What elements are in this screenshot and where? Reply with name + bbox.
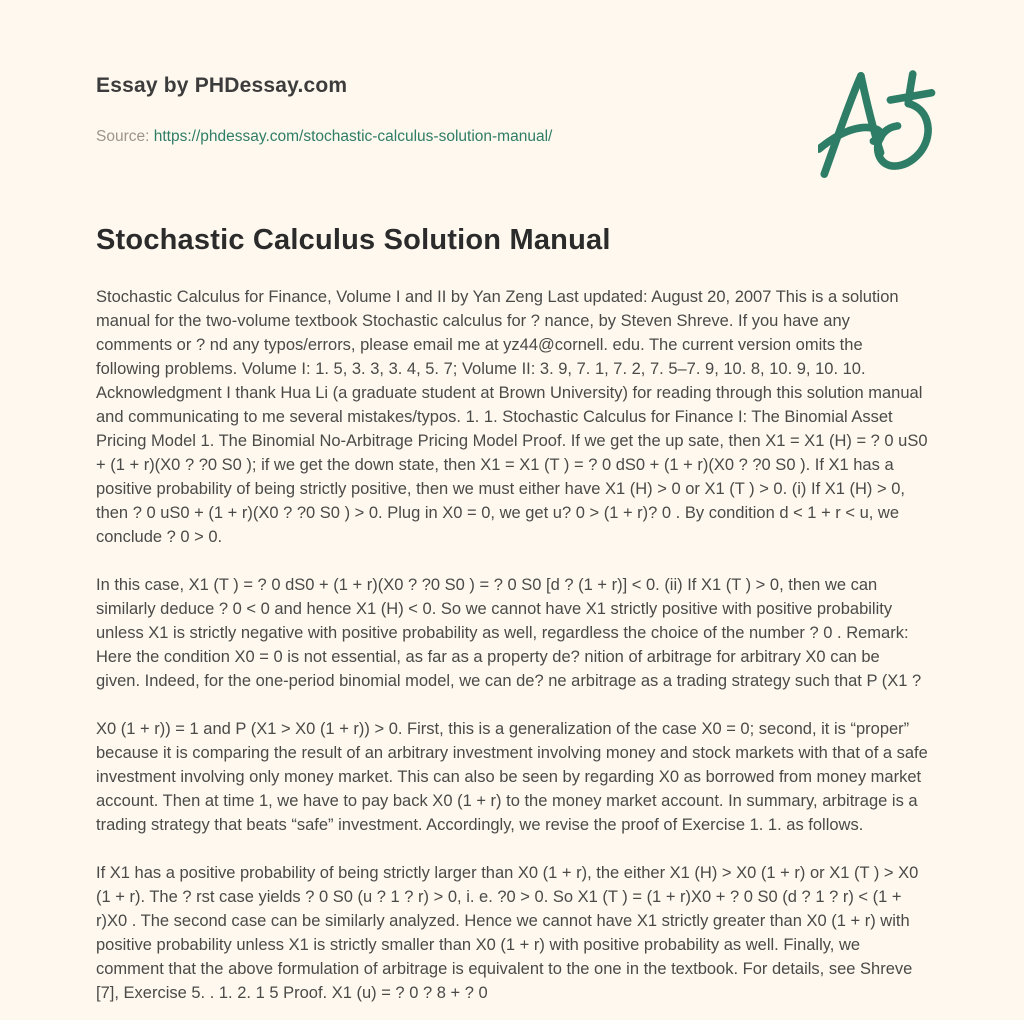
phdessay-a-plus-logo-icon <box>818 70 936 180</box>
source-label: Source: <box>96 128 150 145</box>
essay-paragraph-2: In this case, X1 (T ) = ? 0 dS0 + (1 + r)(X0 ? ?0 S0 ) = ? 0 S0 [d ? (1 + r)] < 0. (ii) If X1 (T ) > 0, then we can similarly deduce ? 0 < 0 and hence X1 (H) < 0. So we cannot have X1 strictly positive with positive probability unless X1 is strictly negative with positive probability as well, regardless the choice of the number ? 0 . Remark: Here the condition X0 = 0 is not essential, as far as a property de? nition of arbitrage for arbitrary X0 can be given. Indeed, for the one-period binomial model, we can de? ne arbitrage as a trading strategy such that P (X1 ? <box>96 576 922 690</box>
source-line <box>96 98 928 146</box>
essay-paragraph-3: X0 (1 + r)) = 1 and P (X1 > X0 (1 + r)) > 0. First, this is a generalization of the case X0 = 0; second, it is “proper” because it is comparing the result of an arbitrary investment involving money and stock markets with that of a safe investment involving only money market. This can also be seen by regarding X0 as borrowed from money market account. Then at time 1, we have to pay back X0 (1 + r) to the money market account. In summary, arbitrage is a trading strategy that beats “safe” investment. Accordingly, we revise the proof of Exercise 1. 1. as follows. <box>96 720 928 834</box>
essay-title: Stochastic Calculus Solution Manual <box>96 224 611 256</box>
source-link[interactable]: https://phdessay.com/stochastic-calculus-solution-manual/ <box>153 128 553 145</box>
site-byline: Essay by PHDessay.com <box>96 74 348 97</box>
essay-paragraph-4: If X1 has a positive probability of being strictly larger than X0 (1 + r), the either X1 (H) > X0 (1 + r) or X1 (T ) > X0 (1 + r). The ? rst case yields ? 0 S0 (u ? 1 ? r) > 0, i. e. ?0 > 0. So X1 (T ) = (1 + r)X0 + ? 0 S0 (d ? 1 ? r) < (1 + r)X0 . The second case can be similarly analyzed. Hence we cannot have X1 strictly greater than X0 (1 + r) with positive probability unless X1 is strictly smaller than X0 (1 + r) with positive probability as well. Finally, we comment that the above formulation of arbitrage is equivalent to the one in the textbook. For details, see Shreve [7], Exercise 5. . 1. 2. 1 5 Proof. X1 (u) = ? 0 ? 8 + ? 0 <box>96 864 919 1002</box>
essay-paragraph-1: Stochastic Calculus for Finance, Volume I and II by Yan Zeng Last updated: August 20, 2007 This is a solution manual for the two-volume textbook Stochastic calculus for ? nance, by Steven Shreve. If you have any comments or ? nd any typos/errors, please email me at yz44@cornell. edu. The current version omits the following problems. Volume I: 1. 5, 3. 3, 3. 4, 5. 7; Volume II: 3. 9, 7. 1, 7. 2, 7. 5–7. 9, 10. 8, 10. 9, 10. 10. Acknowledgment I thank Hua Li (a graduate student at Brown University) for reading through this solution manual and communicating to me several mistakes/typos. 1. 1. Stochastic Calculus for Finance I: The Binomial Asset Pricing Model 1. The Binomial No-Arbitrage Pricing Model Proof. If we get the up sate, then X1 = X1 (H) = ? 0 uS0 + (1 + r)(X0 ? ?0 S0 ); if we get the down state, then X1 = X1 (T ) = ? 0 dS0 + (1 + r)(X0 ? ?0 S0 ). If X1 has a positive probability of being strictly positive, then we must either have X1 (H) > 0 or X1 (T ) > 0. (i) If X1 (H) > 0, then ? 0 uS0 + (1 + r)(X0 ? ?0 S0 ) > 0. Plug in X0 = 0, we get u? 0 > (1 + r)? 0 . By condition d < 1 + r < u, we conclude ? 0 > 0. <box>96 288 928 546</box>
essay-body <box>96 257 928 1005</box>
